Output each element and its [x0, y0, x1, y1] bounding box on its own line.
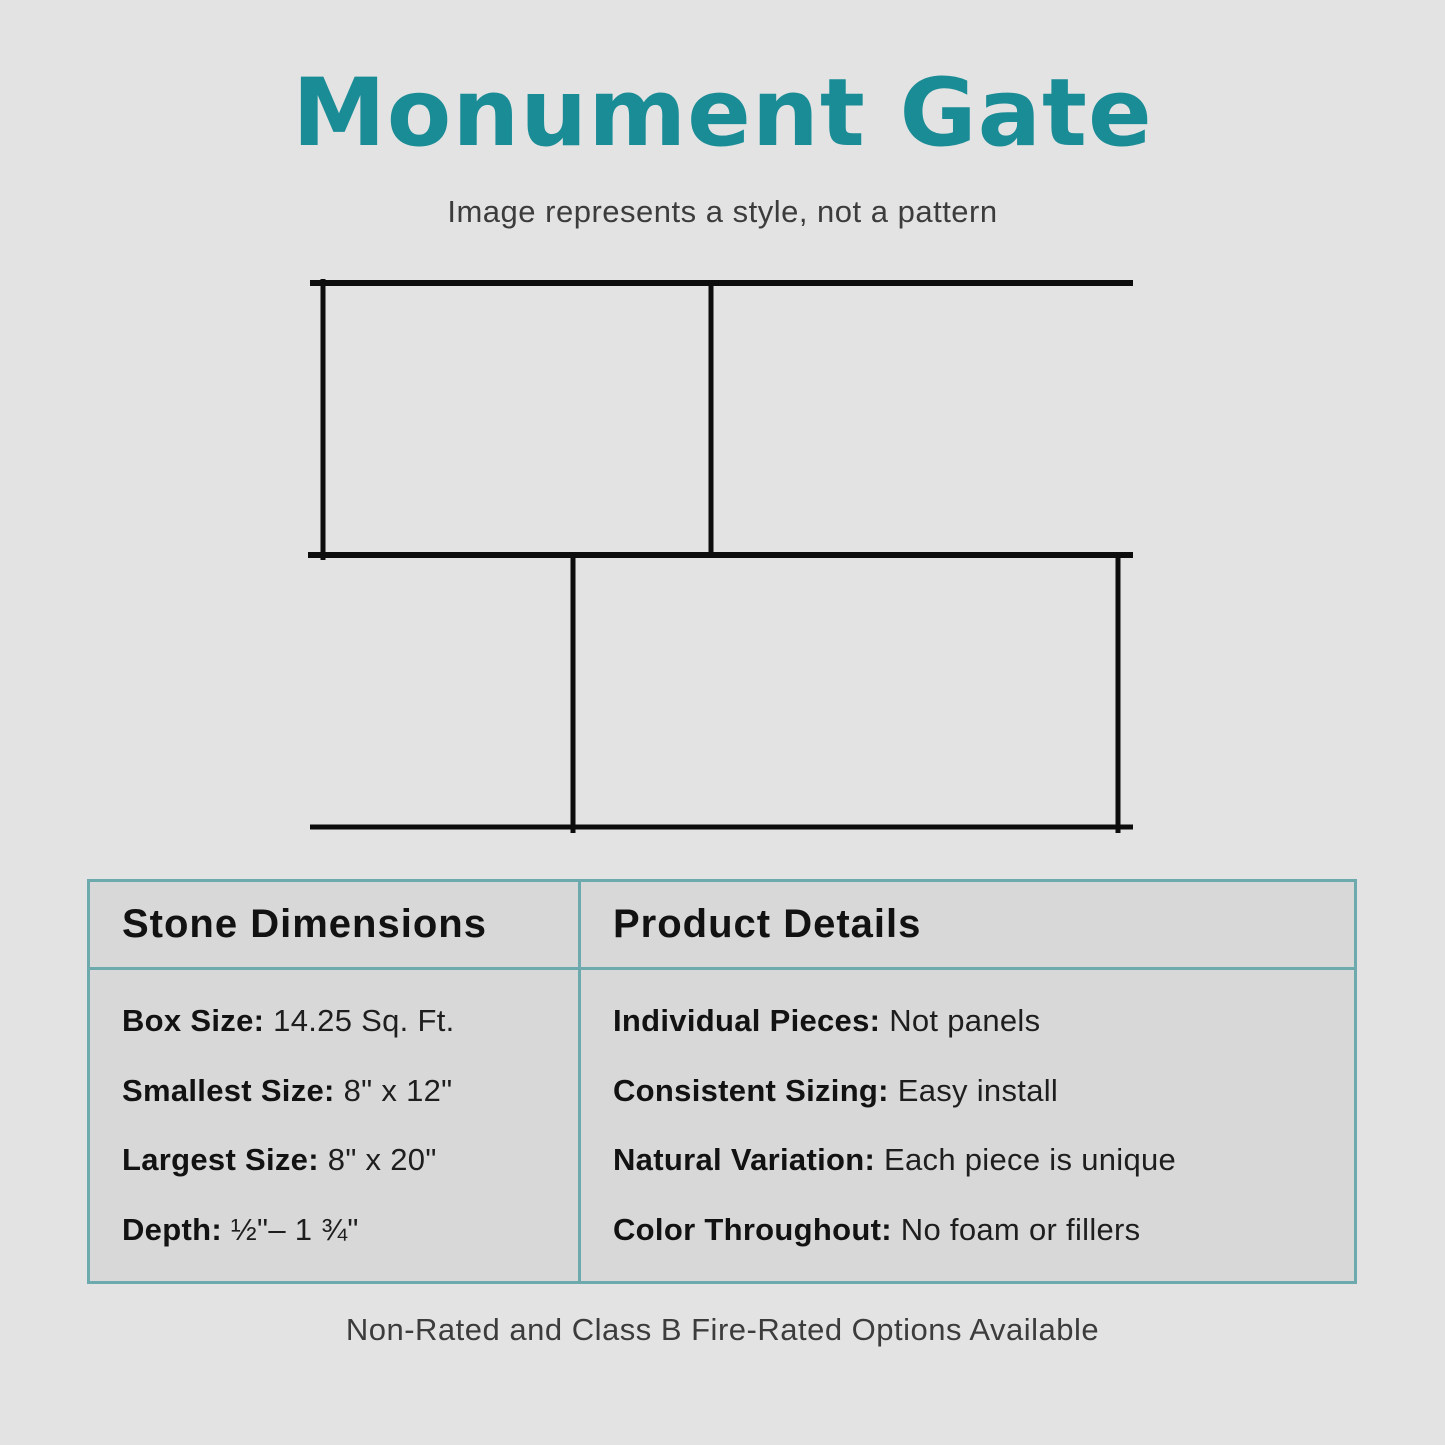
table-row	[613, 1003, 1344, 1039]
row-value: 14.25 Sq. Ft.	[273, 1003, 455, 1039]
row-label: Consistent Sizing:	[613, 1072, 889, 1108]
product-details-body	[581, 970, 1354, 1281]
table-row	[122, 1142, 568, 1178]
row-value: Easy install	[897, 1072, 1059, 1108]
table-row	[122, 1003, 568, 1039]
fire-rating-note: Non-Rated and Class B Fire-Rated Options Available	[345, 1312, 1100, 1347]
spec-table	[87, 879, 1357, 1284]
row-value: Not panels	[889, 1003, 1041, 1039]
row-value: 8" x 12"	[343, 1072, 453, 1108]
table-row	[613, 1142, 1344, 1178]
row-value: 8" x 20"	[327, 1142, 437, 1178]
table-row	[122, 1212, 568, 1248]
table-row	[613, 1073, 1344, 1109]
row-value: ½"– 1 ¾"	[230, 1211, 359, 1247]
row-label: Natural Variation:	[613, 1142, 876, 1178]
stone-dimensions-header: Stone Dimensions	[90, 882, 578, 970]
row-value: Each piece is unique	[884, 1142, 1177, 1178]
row-value: No foam or fillers	[900, 1211, 1141, 1247]
stone-dimensions-body	[90, 970, 578, 1281]
row-label: Individual Pieces:	[613, 1003, 881, 1039]
page-subtitle: Image represents a style, not a pattern	[447, 194, 998, 229]
stone-dimensions-column	[90, 882, 581, 1281]
table-row	[122, 1073, 568, 1109]
row-label: Smallest Size:	[122, 1072, 335, 1108]
table-row	[613, 1212, 1344, 1248]
page-title: Monument Gate	[292, 59, 1153, 168]
row-label: Color Throughout:	[613, 1211, 892, 1247]
row-label: Depth:	[122, 1211, 222, 1247]
row-label: Largest Size:	[122, 1142, 319, 1178]
row-label: Box Size:	[122, 1003, 265, 1039]
product-details-column	[581, 882, 1354, 1281]
product-details-header: Product Details	[581, 882, 1354, 970]
